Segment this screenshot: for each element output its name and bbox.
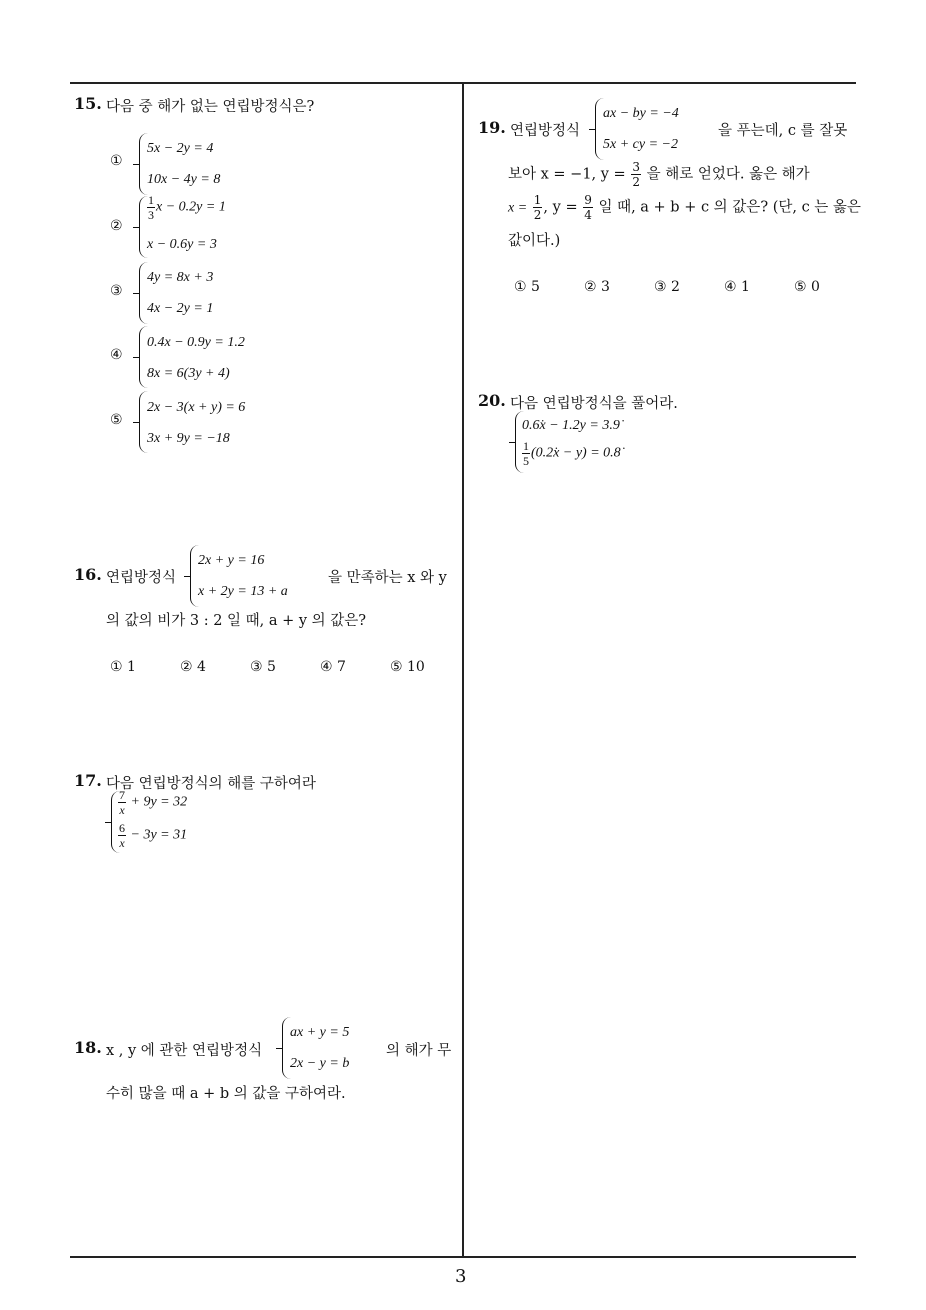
q15-option-3-eq1: 4y = 8x + 3: [147, 270, 214, 285]
q19-option-1[interactable]: ① 5: [514, 279, 540, 295]
q18-eq2: 2x − y = b: [290, 1056, 350, 1071]
q18-text-b: 의 해가 무: [386, 1043, 452, 1059]
q15-option-1-mark[interactable]: ①: [110, 153, 123, 169]
q15-option-5-eq2: 3x + 9y = −18: [147, 431, 230, 446]
q19-option-4[interactable]: ④ 1: [724, 279, 750, 295]
q19-option-5[interactable]: ⑤ 0: [794, 279, 820, 295]
q16-text-a: 연립방정식: [106, 570, 177, 586]
q17-number: 17.: [74, 771, 102, 790]
q15-text: 다음 중 해가 없는 연립방정식은?: [106, 99, 315, 115]
q19-line-3: x = $\frac{1}{2}$ , y = $\frac{9}{4}$ 일 때, a + b + c 의 값은? (단, c 는 옳은: [508, 193, 861, 222]
q16-text-c: 의 값의 비가 3 : 2 일 때, a + y 의 값은?: [106, 613, 367, 629]
q15-option-2-mark[interactable]: ②: [110, 218, 123, 234]
q17-eq2: $\frac{6}{x}$ − 3y = 31: [119, 821, 188, 850]
q15-option-3-mark[interactable]: ③: [110, 283, 123, 299]
q15-option-4-eq1: 0.4x − 0.9y = 1.2: [147, 335, 245, 350]
q15-option-3-eq2: 4x − 2y = 1: [147, 301, 214, 316]
q16-option-5[interactable]: ⑤ 10: [390, 659, 425, 675]
q16-number: 16.: [74, 565, 102, 584]
q19-line-4: 값이다.): [508, 233, 561, 249]
q17-eq1: $\frac{7}{x}$ + 9y = 32: [119, 788, 188, 817]
q16-option-1[interactable]: ① 1: [110, 659, 136, 675]
q15-option-1-eq2: 10x − 4y = 8: [147, 172, 221, 187]
q18-text-a: x , y 에 관한 연립방정식: [106, 1043, 263, 1059]
q19-text-a: 연립방정식: [510, 123, 581, 139]
q16-option-4[interactable]: ④ 7: [320, 659, 346, 675]
q18-text-c: 수히 많을 때 a + b 의 값을 구하여라.: [106, 1086, 346, 1102]
q16-eq1: 2x + y = 16: [198, 553, 265, 568]
q15-option-5-eq1: 2x − 3(x + y) = 6: [147, 400, 246, 415]
q15-option-2-eq1: $\frac{1}{3}$ x − 0.2y = 1: [148, 193, 226, 222]
q19-option-2[interactable]: ② 3: [584, 279, 610, 295]
q20-text: 다음 연립방정식을 풀어라.: [510, 396, 678, 412]
q20-eq2: $\frac{1}{5}$ (0.2̇x − y) = 0.8̇: [523, 439, 621, 468]
q16-option-2[interactable]: ② 4: [180, 659, 206, 675]
q20-number: 20.: [478, 391, 506, 410]
q19-eq1: ax − by = −4: [603, 106, 679, 121]
q15-option-4-eq2: 8x = 6(3y + 4): [147, 366, 230, 381]
q15-option-4-mark[interactable]: ④: [110, 347, 123, 363]
column-divider: [462, 83, 464, 1257]
q18-eq1: ax + y = 5: [290, 1025, 350, 1040]
q18-number: 18.: [74, 1038, 102, 1057]
q16-text-b: 을 만족하는 x 와 y: [328, 570, 447, 586]
bottom-rule: [70, 1256, 856, 1258]
q15-option-5-mark[interactable]: ⑤: [110, 412, 123, 428]
q16-option-3[interactable]: ③ 5: [250, 659, 276, 675]
q19-line-2: 보아 x = −1, y = $\frac{3}{2}$ 을 해로 얻었다. 옳은 해가: [508, 160, 810, 189]
q19-eq2: 5x + cy = −2: [603, 137, 678, 152]
q20-eq1: 0.6̇x − 1.2y = 3.9̇: [522, 418, 620, 433]
page-number: 3: [455, 1266, 467, 1287]
q17-text: 다음 연립방정식의 해를 구하여라: [106, 776, 316, 792]
q19-text-b: 을 푸는데, c 를 잘못: [718, 123, 848, 139]
q19-option-3[interactable]: ③ 2: [654, 279, 680, 295]
q19-number: 19.: [478, 118, 506, 137]
q15-option-1-eq1: 5x − 2y = 4: [147, 141, 214, 156]
q16-eq2: x + 2y = 13 + a: [198, 584, 288, 599]
q15-number: 15.: [74, 94, 102, 113]
q15-option-2-eq2: x − 0.6y = 3: [147, 237, 217, 252]
